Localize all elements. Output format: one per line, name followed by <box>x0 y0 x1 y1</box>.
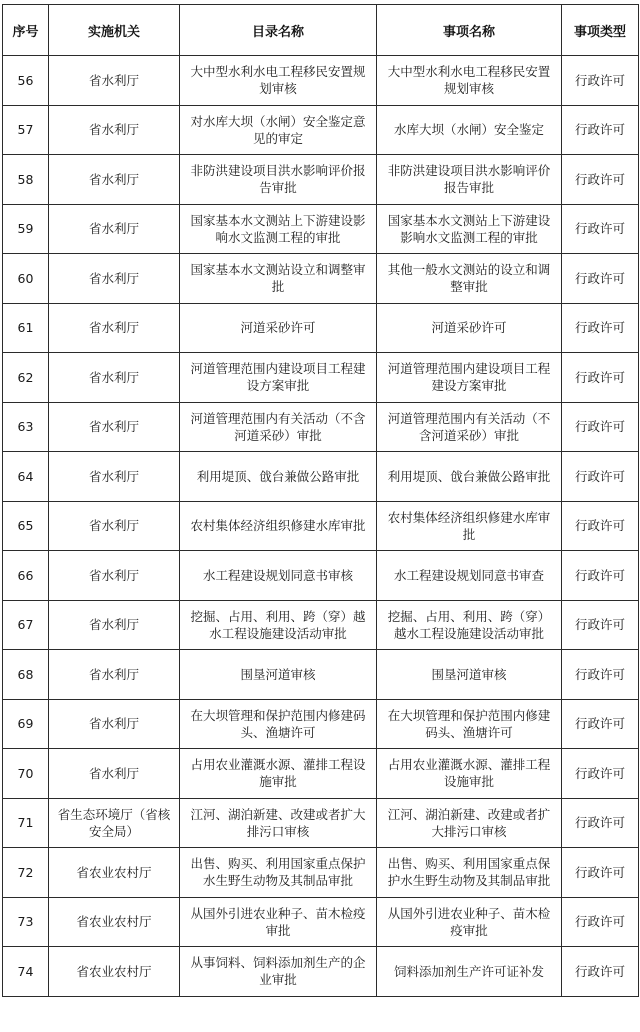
cell-item-type: 行政许可 <box>562 551 639 601</box>
cell-item-name: 国家基本水文测站上下游建设影响水文监测工程的审批 <box>377 204 562 254</box>
cell-seq: 74 <box>3 947 49 997</box>
table-row <box>3 204 639 254</box>
table-row <box>3 353 639 403</box>
cell-item-name: 大中型水利水电工程移民安置规划审核 <box>377 56 562 106</box>
cell-seq: 60 <box>3 254 49 304</box>
cell-item-name: 出售、购买、利用国家重点保护水生野生动物及其制品审批 <box>377 848 562 898</box>
cell-agency: 省水利厅 <box>49 303 180 353</box>
cell-item-name: 围垦河道审核 <box>377 650 562 700</box>
header-seq: 序号 <box>3 5 49 56</box>
table-row <box>3 56 639 106</box>
cell-agency: 省水利厅 <box>49 749 180 799</box>
cell-catalog-name: 在大坝管理和保护范围内修建码头、渔塘许可 <box>180 699 377 749</box>
cell-agency: 省农业农村厅 <box>49 897 180 947</box>
cell-catalog-name: 出售、购买、利用国家重点保护水生野生动物及其制品审批 <box>180 848 377 898</box>
cell-item-name: 河道管理范围内有关活动（不含河道采砂）审批 <box>377 402 562 452</box>
cell-agency: 省水利厅 <box>49 254 180 304</box>
approval-items-table <box>2 4 639 997</box>
cell-item-type: 行政许可 <box>562 848 639 898</box>
cell-item-type: 行政许可 <box>562 56 639 106</box>
cell-item-name: 利用堤顶、戗台兼做公路审批 <box>377 452 562 502</box>
cell-item-name: 江河、湖泊新建、改建或者扩大排污口审核 <box>377 798 562 848</box>
cell-seq: 56 <box>3 56 49 106</box>
cell-seq: 62 <box>3 353 49 403</box>
cell-agency: 省水利厅 <box>49 105 180 155</box>
cell-item-name: 河道采砂许可 <box>377 303 562 353</box>
cell-catalog-name: 大中型水利水电工程移民安置规划审核 <box>180 56 377 106</box>
cell-catalog-name: 挖掘、占用、利用、跨（穿）越水工程设施建设活动审批 <box>180 600 377 650</box>
table-row <box>3 155 639 205</box>
cell-seq: 72 <box>3 848 49 898</box>
cell-seq: 69 <box>3 699 49 749</box>
cell-item-type: 行政许可 <box>562 947 639 997</box>
table-row <box>3 749 639 799</box>
cell-catalog-name: 河道管理范围内有关活动（不含河道采砂）审批 <box>180 402 377 452</box>
table-row <box>3 947 639 997</box>
cell-seq: 58 <box>3 155 49 205</box>
cell-agency: 省水利厅 <box>49 204 180 254</box>
header-item-name: 事项名称 <box>377 5 562 56</box>
cell-item-name: 农村集体经济组织修建水库审批 <box>377 501 562 551</box>
cell-agency: 省水利厅 <box>49 600 180 650</box>
cell-seq: 66 <box>3 551 49 601</box>
cell-catalog-name: 非防洪建设项目洪水影响评价报告审批 <box>180 155 377 205</box>
cell-item-name: 饲料添加剂生产许可证补发 <box>377 947 562 997</box>
table-row <box>3 402 639 452</box>
cell-catalog-name: 国家基本水文测站设立和调整审批 <box>180 254 377 304</box>
cell-seq: 64 <box>3 452 49 502</box>
cell-item-name: 其他一般水文测站的设立和调整审批 <box>377 254 562 304</box>
cell-agency: 省水利厅 <box>49 650 180 700</box>
cell-agency: 省水利厅 <box>49 155 180 205</box>
table-row <box>3 105 639 155</box>
cell-item-name: 在大坝管理和保护范围内修建码头、渔塘许可 <box>377 699 562 749</box>
cell-agency: 省水利厅 <box>49 56 180 106</box>
cell-item-type: 行政许可 <box>562 749 639 799</box>
cell-catalog-name: 从国外引进农业种子、苗木检疫审批 <box>180 897 377 947</box>
cell-item-type: 行政许可 <box>562 254 639 304</box>
cell-item-type: 行政许可 <box>562 452 639 502</box>
table-row <box>3 650 639 700</box>
cell-catalog-name: 河道采砂许可 <box>180 303 377 353</box>
table-row <box>3 551 639 601</box>
table-row <box>3 848 639 898</box>
cell-catalog-name: 围垦河道审核 <box>180 650 377 700</box>
cell-seq: 67 <box>3 600 49 650</box>
cell-item-type: 行政许可 <box>562 155 639 205</box>
cell-catalog-name: 水工程建设规划同意书审核 <box>180 551 377 601</box>
cell-seq: 65 <box>3 501 49 551</box>
cell-catalog-name: 对水库大坝（水闸）安全鉴定意见的审定 <box>180 105 377 155</box>
header-item-type: 事项类型 <box>562 5 639 56</box>
table-row <box>3 303 639 353</box>
table-header-row <box>3 5 639 56</box>
cell-item-name: 挖掘、占用、利用、跨（穿）越水工程设施建设活动审批 <box>377 600 562 650</box>
cell-agency: 省水利厅 <box>49 452 180 502</box>
cell-seq: 73 <box>3 897 49 947</box>
cell-seq: 70 <box>3 749 49 799</box>
cell-item-name: 水工程建设规划同意书审查 <box>377 551 562 601</box>
cell-seq: 59 <box>3 204 49 254</box>
cell-item-type: 行政许可 <box>562 402 639 452</box>
cell-seq: 57 <box>3 105 49 155</box>
cell-agency: 省生态环境厅（省核安全局） <box>49 798 180 848</box>
cell-item-name: 非防洪建设项目洪水影响评价报告审批 <box>377 155 562 205</box>
cell-item-type: 行政许可 <box>562 501 639 551</box>
cell-item-type: 行政许可 <box>562 303 639 353</box>
header-agency: 实施机关 <box>49 5 180 56</box>
table-row <box>3 452 639 502</box>
table-row <box>3 254 639 304</box>
cell-seq: 71 <box>3 798 49 848</box>
table-row <box>3 897 639 947</box>
cell-agency: 省水利厅 <box>49 699 180 749</box>
cell-item-type: 行政许可 <box>562 353 639 403</box>
cell-catalog-name: 占用农业灌溉水源、灌排工程设施审批 <box>180 749 377 799</box>
cell-item-type: 行政许可 <box>562 699 639 749</box>
cell-agency: 省农业农村厅 <box>49 947 180 997</box>
table-row <box>3 699 639 749</box>
cell-agency: 省水利厅 <box>49 402 180 452</box>
cell-item-type: 行政许可 <box>562 897 639 947</box>
table-row <box>3 501 639 551</box>
table-row <box>3 600 639 650</box>
header-catalog-name: 目录名称 <box>180 5 377 56</box>
cell-catalog-name: 国家基本水文测站上下游建设影响水文监测工程的审批 <box>180 204 377 254</box>
cell-item-type: 行政许可 <box>562 600 639 650</box>
cell-item-name: 河道管理范围内建设项目工程建设方案审批 <box>377 353 562 403</box>
cell-seq: 68 <box>3 650 49 700</box>
cell-catalog-name: 江河、湖泊新建、改建或者扩大排污口审核 <box>180 798 377 848</box>
cell-seq: 61 <box>3 303 49 353</box>
cell-item-name: 水库大坝（水闸）安全鉴定 <box>377 105 562 155</box>
cell-item-name: 从国外引进农业种子、苗木检疫审批 <box>377 897 562 947</box>
cell-item-name: 占用农业灌溉水源、灌排工程设施审批 <box>377 749 562 799</box>
cell-catalog-name: 河道管理范围内建设项目工程建设方案审批 <box>180 353 377 403</box>
cell-catalog-name: 利用堤顶、戗台兼做公路审批 <box>180 452 377 502</box>
cell-item-type: 行政许可 <box>562 798 639 848</box>
cell-agency: 省水利厅 <box>49 551 180 601</box>
cell-catalog-name: 农村集体经济组织修建水库审批 <box>180 501 377 551</box>
cell-agency: 省水利厅 <box>49 501 180 551</box>
cell-item-type: 行政许可 <box>562 204 639 254</box>
cell-item-type: 行政许可 <box>562 105 639 155</box>
table-row <box>3 798 639 848</box>
cell-item-type: 行政许可 <box>562 650 639 700</box>
cell-seq: 63 <box>3 402 49 452</box>
cell-catalog-name: 从事饲料、饲料添加剂生产的企业审批 <box>180 947 377 997</box>
cell-agency: 省水利厅 <box>49 353 180 403</box>
cell-agency: 省农业农村厅 <box>49 848 180 898</box>
